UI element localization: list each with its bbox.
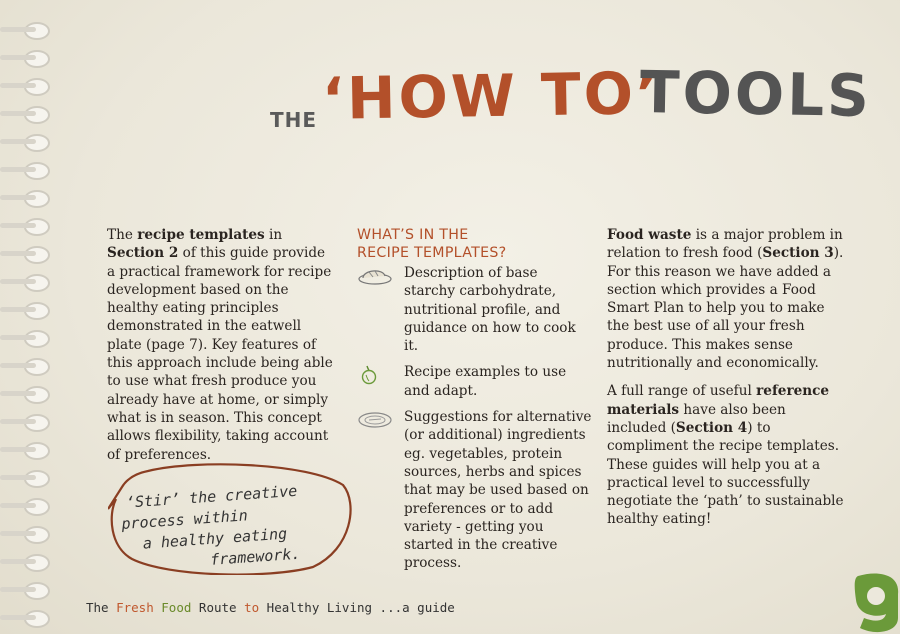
feature-text: Suggestions for alternative (or additional) ingredients eg. vegetables, protein sources, herbs and spices that may be used based on preferences or to add variety - getting you started in the creative process. xyxy=(404,409,592,572)
binding-hole xyxy=(24,22,50,40)
binding-hole xyxy=(24,582,50,600)
binding-hole xyxy=(24,386,50,404)
bubble-line: a healthy eating xyxy=(142,524,288,553)
footer-word: The xyxy=(86,600,117,615)
binding-hole xyxy=(24,274,50,292)
binding-hole xyxy=(24,330,50,348)
binding-hole xyxy=(24,78,50,96)
reference-text: have also been included ( xyxy=(607,401,786,436)
footer-word-fresh: Fresh xyxy=(116,600,154,615)
binding-hole xyxy=(24,554,50,572)
reference-bold: Section 4 xyxy=(675,419,748,436)
intro-paragraph xyxy=(107,226,337,464)
footer-tagline xyxy=(86,600,455,615)
binding-hole xyxy=(24,610,50,628)
reference-bold: reference materials xyxy=(607,383,830,418)
plate-icon xyxy=(357,410,393,430)
footer-word-food: Food xyxy=(161,600,192,615)
intro-bold: recipe templates xyxy=(137,227,265,243)
waste-paragraph xyxy=(607,226,845,372)
waste-text: ). For this reason we have added a section which provides a Food Smart Plan to help you to make the best use of all your fresh produce. This makes sense nutritionally and economically. xyxy=(607,245,844,372)
intro-text: of this guide provide a practical framework for recipe development based on the healthy eating principles demonstrated in the eatwell plate (page 7). Key features of this approach include being able to use what fresh produce you already have at home, or simply what is in season. This concept allows flexibility, taking account of preferences. xyxy=(107,245,333,463)
waste-bold: Section 3 xyxy=(762,245,834,262)
binding-hole xyxy=(24,246,50,264)
templates-heading xyxy=(357,226,592,262)
bubble-line: process within xyxy=(120,506,249,534)
title-the: THE xyxy=(270,108,318,132)
feature-item xyxy=(357,408,592,573)
title-tools: TOOLS xyxy=(639,57,873,131)
speech-bubble xyxy=(108,463,353,575)
footer-word-to: to xyxy=(244,600,260,615)
intro-column xyxy=(107,226,337,474)
intro-text: The xyxy=(107,227,138,243)
binding-hole xyxy=(24,134,50,152)
binding-hole xyxy=(24,498,50,516)
binding-hole xyxy=(24,106,50,124)
footer-word: Healthy Living ...a guide xyxy=(259,600,455,615)
bubble-text xyxy=(119,477,354,577)
binding-hole xyxy=(24,190,50,208)
title-how-to: ‘HOW TO’ xyxy=(321,59,662,133)
spiral-binding xyxy=(0,0,60,634)
feature-text: Recipe examples to use and adapt. xyxy=(404,364,567,399)
templates-column xyxy=(357,226,592,581)
intro-text: in xyxy=(264,227,283,243)
intro-bold: Section 2 xyxy=(107,245,179,262)
binding-hole xyxy=(24,442,50,460)
binding-hole xyxy=(24,414,50,432)
waste-bold: Food waste xyxy=(607,227,692,243)
page-title xyxy=(270,57,873,142)
binding-hole xyxy=(24,302,50,320)
binding-hole xyxy=(24,50,50,68)
feature-item xyxy=(357,363,592,400)
binding-hole xyxy=(24,526,50,544)
templates-heading-line: RECIPE TEMPLATES? xyxy=(357,245,507,261)
feature-text: Description of base starchy carbohydrate, nutritional profile, and guidance on how to cook it. xyxy=(404,265,576,355)
templates-heading-line: WHAT’S IN THE xyxy=(357,227,469,243)
onion-icon xyxy=(357,365,393,385)
g-logo xyxy=(848,572,900,634)
bubble-line: framework. xyxy=(209,544,301,569)
binding-hole xyxy=(24,162,50,180)
binding-hole xyxy=(24,218,50,236)
reference-text: A full range of useful xyxy=(607,383,757,400)
waste-text: is a major problem in relation to fresh food ( xyxy=(607,227,843,262)
binding-hole xyxy=(24,358,50,376)
waste-column xyxy=(607,226,845,539)
feature-item xyxy=(357,264,592,355)
reference-paragraph xyxy=(607,382,845,528)
bubble-line: ‘Stir’ the creative xyxy=(125,481,298,512)
bread-icon xyxy=(357,266,393,286)
footer-word: Route xyxy=(191,600,245,615)
binding-hole xyxy=(24,470,50,488)
reference-text: ) to compliment the recipe templates. These guides will help you at a practical level to successfully negotiate the ‘path’ to sustainable healthy eating! xyxy=(607,419,844,528)
